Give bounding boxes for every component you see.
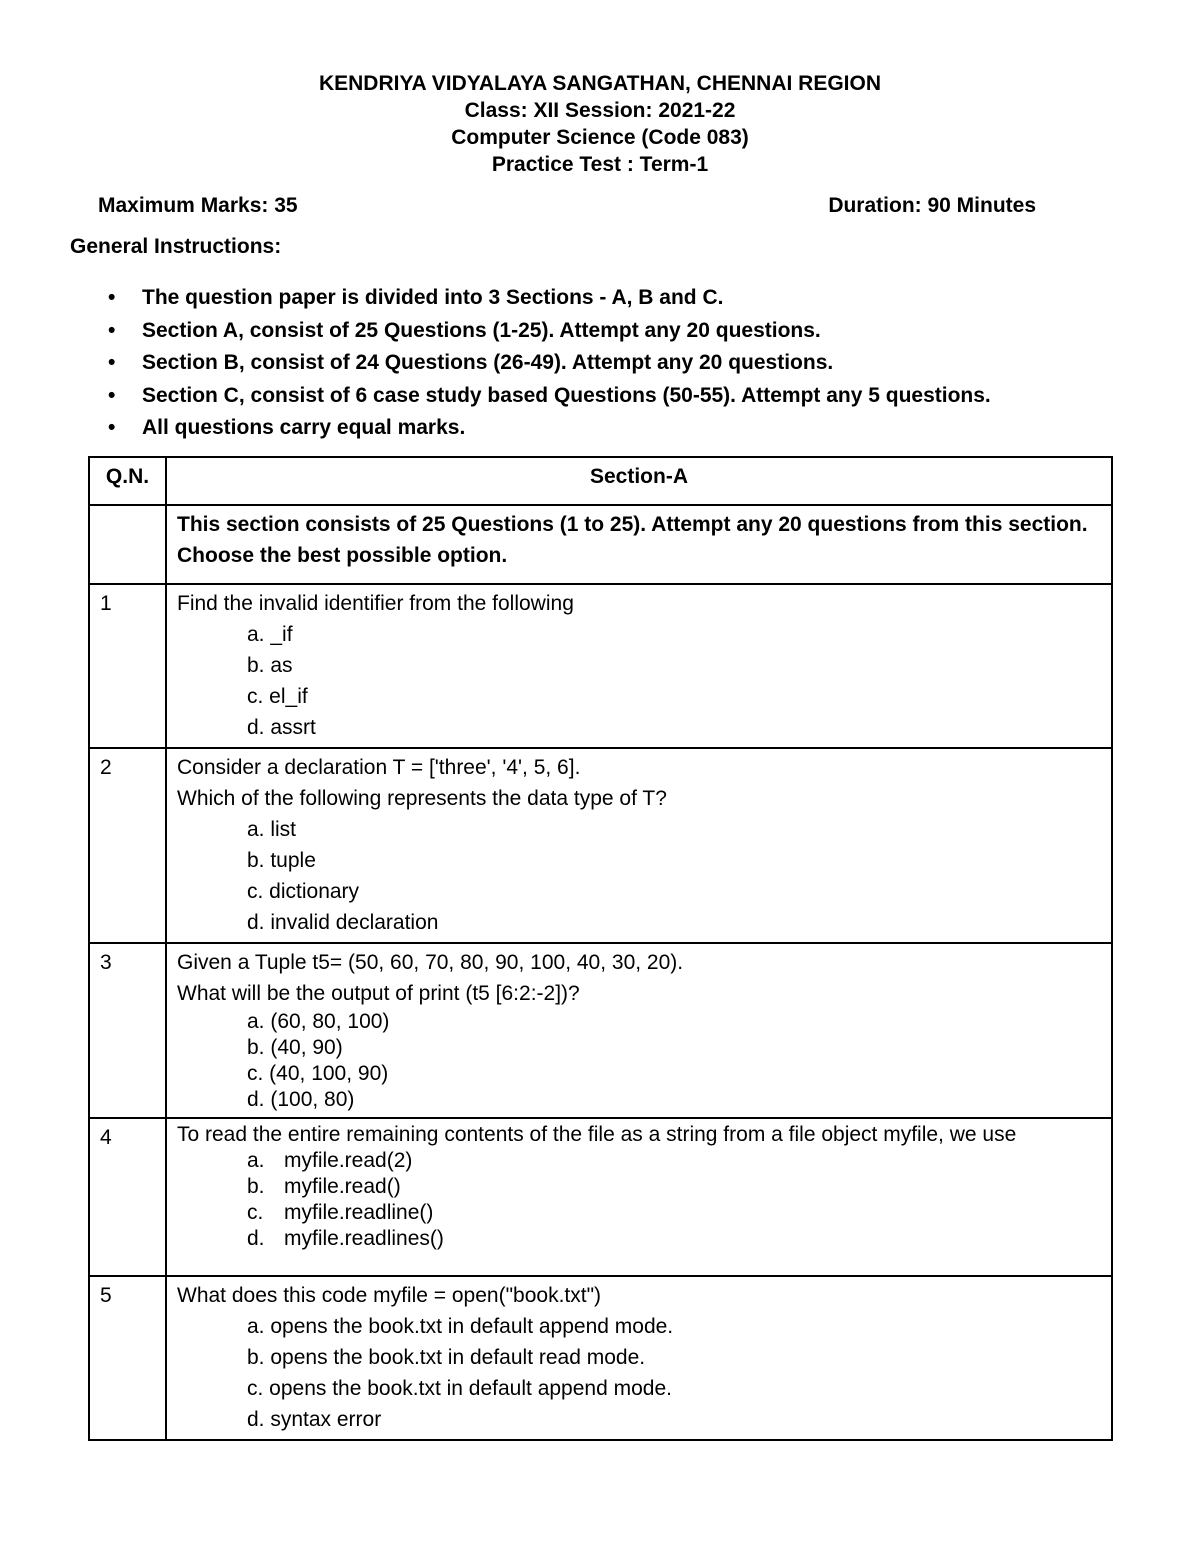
bullet-icon: • [108, 416, 116, 439]
option: d. invalid declaration [247, 911, 439, 934]
question-text: What does this code myfile = open("book.txt") [177, 1284, 602, 1307]
option: a. myfile.read(2) [247, 1149, 413, 1172]
question-number: 5 [89, 1276, 166, 1440]
instruction-item: • Section C, consist of 6 case study based Questions (50-55). Attempt any 5 questions. [108, 380, 991, 413]
qn-header: Q.N. [89, 457, 166, 505]
option: d. syntax error [247, 1408, 382, 1431]
subject-title: Computer Science (Code 083) [451, 126, 749, 149]
marks-duration-row [98, 194, 1036, 218]
question-text: Given a Tuple t5= (50, 60, 70, 80, 90, 100, 40, 30, 20). [177, 951, 684, 974]
question-text: Find the invalid identifier from the following [177, 592, 574, 615]
bullet-icon: • [108, 286, 116, 309]
question-number: 1 [89, 584, 166, 748]
option: b. tuple [247, 849, 316, 872]
question-cell [166, 943, 1112, 1118]
option: d. myfile.readlines() [247, 1227, 444, 1250]
instruction-item: • Section A, consist of 25 Questions (1-25). Attempt any 20 questions. [108, 315, 991, 348]
option: c. (40, 100, 90) [247, 1062, 389, 1085]
option: c. dictionary [247, 880, 360, 903]
bullet-icon: • [108, 318, 116, 342]
question-number: 2 [89, 748, 166, 943]
table-row [89, 1276, 1112, 1440]
option: b. opens the book.txt in default read mode. [247, 1346, 646, 1369]
question-number: 3 [89, 943, 166, 1118]
table-row [89, 1118, 1112, 1276]
question-cell [166, 748, 1112, 943]
section-note-row [89, 505, 1112, 584]
option: d. (100, 80) [247, 1088, 355, 1111]
instructions-list [108, 282, 991, 445]
duration: Duration: 90 Minutes [828, 194, 1036, 217]
table-row [89, 584, 1112, 748]
bullet-icon: • [108, 383, 116, 407]
table-row [89, 748, 1112, 943]
option: b. (40, 90) [247, 1036, 343, 1059]
option: c. opens the book.txt in default append mode. [247, 1377, 672, 1400]
instruction-item: • The question paper is divided into 3 Sections - A, B and C. [108, 282, 991, 315]
option: d. assrt [247, 716, 316, 739]
document-header [0, 70, 1200, 178]
question-number: 4 [89, 1118, 166, 1276]
option: c. el_if [247, 685, 308, 708]
option: a. (60, 80, 100) [247, 1010, 390, 1033]
section-note: This section consists of 25 Questions (1 to 25). Attempt any 20 questions from this section. Choose the best possible option. [166, 505, 1112, 584]
question-cell [166, 584, 1112, 748]
question-table [88, 456, 1113, 1441]
question-text: What will be the output of print (t5 [6:2:-2])? [177, 982, 580, 1005]
question-text: Consider a declaration T = ['three', '4', 5, 6]. [177, 756, 581, 779]
test-title: Practice Test : Term-1 [491, 153, 709, 176]
question-cell [166, 1276, 1112, 1440]
question-cell [166, 1118, 1112, 1276]
option: a. list [247, 818, 297, 841]
section-header: Section-A [166, 457, 1112, 505]
option: b. as [247, 654, 293, 677]
option: c. myfile.readline() [247, 1201, 434, 1224]
table-header-row [89, 457, 1112, 505]
instruction-item: • All questions carry equal marks. [108, 412, 991, 445]
class-session: Class: XII Session: 2021-22 [464, 99, 736, 122]
question-text: To read the entire remaining contents of the file as a string from a file object myfile, we use [177, 1123, 1017, 1146]
instruction-item: • Section B, consist of 24 Questions (26-49). Attempt any 20 questions. [108, 347, 991, 380]
option: b. myfile.read() [247, 1175, 401, 1198]
empty-cell [89, 505, 166, 584]
option: a. _if [247, 623, 293, 646]
question-text: Which of the following represents the data type of T? [177, 787, 667, 810]
instructions-title: General Instructions: [70, 235, 282, 258]
org-title: KENDRIYA VIDYALAYA SANGATHAN, CHENNAI REGION [318, 72, 882, 95]
option: a. opens the book.txt in default append mode. [247, 1315, 674, 1338]
max-marks: Maximum Marks: 35 [98, 194, 298, 217]
table-row [89, 943, 1112, 1118]
bullet-icon: • [108, 351, 116, 374]
